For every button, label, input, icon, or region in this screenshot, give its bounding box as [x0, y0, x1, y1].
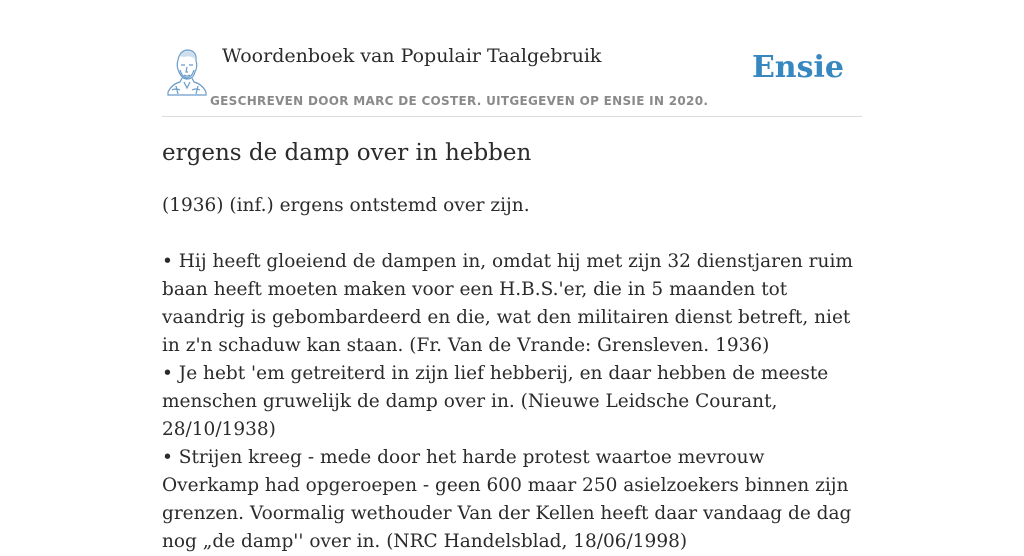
example-3: • Strijen kreeg - mede door het harde protest waartoe mevrouw Overkamp had opgeroepen - geen 600 maar 250 asielzoekers binnen zijn grenzen. Voormalig wethouder Van der Kellen heeft daar vandaag de dag nog „de damp'' over in. (NRC Handelsblad, 18/06/1998) — [162, 447, 852, 552]
entry-title: ergens de damp over in hebben — [162, 140, 532, 166]
brand-logo[interactable]: Ensie — [751, 50, 844, 85]
byline: GESCHREVEN DOOR MARC DE COSTER. UITGEGEVEN OP ENSIE IN 2020. — [210, 94, 709, 108]
example-1: • Hij heeft gloeiend de dampen in, omdat hij met zijn 32 dienstjaren ruim baan heeft moeten maken voor een H.B.S.'er, die in 5 maanden tot vaandrig is gebombardeerd en die, wat den militairen dienst betreft, niet in z'n schaduw kan staan. (Fr. Van de Vrande: Grensleven. 1936) — [162, 251, 853, 356]
entry-definition: (1936) (inf.) ergens ontstemd over zijn. — [162, 195, 530, 216]
entry-content — [162, 192, 862, 556]
author-portrait-icon — [164, 46, 208, 96]
dictionary-title[interactable]: Woordenboek van Populair Taalgebruik — [222, 45, 602, 67]
site-header — [162, 40, 862, 117]
example-2: • Je hebt 'em getreiterd in zijn lief hebberij, en daar hebben de meeste menschen gruwelijk de damp over in. (Nieuwe Leidsche Courant, 28/10/1938) — [162, 363, 829, 440]
